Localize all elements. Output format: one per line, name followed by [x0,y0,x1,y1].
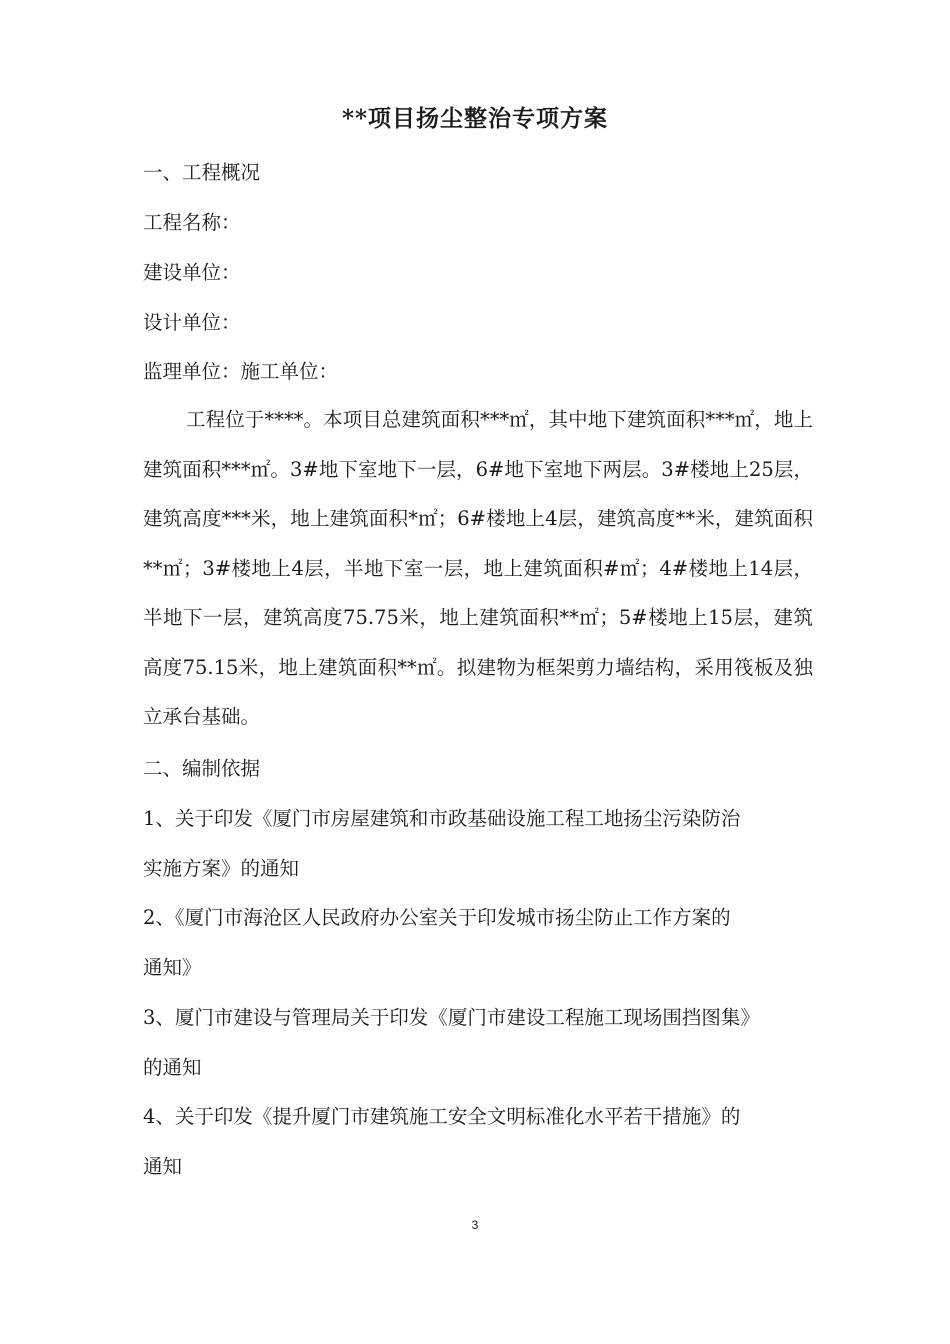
builder-label: 建设单位： [143,261,241,284]
project-name-label: 工程名称： [143,211,241,234]
basis-item-3-line-1: 3、厦门市建设与管理局关于印发《厦门市建设工程施工现场围挡图集》 [143,1006,760,1029]
basis-item-1-line-2: 实施方案》的通知 [143,857,300,880]
designer-label: 设计单位： [143,311,241,334]
page-number: 3 [471,1218,479,1232]
document-title: **项目扬尘整治专项方案 [341,105,609,132]
basis-item-2-line-1: 2、《厦门市海沧区人民政府办公室关于印发城市扬尘防止工作方案的 [143,906,731,929]
supervisor-contractor-label: 监理单位：施工单位： [143,360,339,383]
basis-item-4-line-2: 通知 [143,1155,183,1178]
basis-item-3-line-2: 的通知 [143,1056,202,1079]
section-heading-basis: 二、编制依据 [143,757,261,780]
section-heading-overview: 一、工程概况 [143,161,261,184]
basis-item-4-line-1: 4、关于印发《提升厦门市建筑施工安全文明标准化水平若干措施》的 [143,1105,741,1128]
overview-paragraph: 工程位于****。本项目总建筑面积***㎡，其中地下建筑面积***㎡，地上建筑面积***㎡。3#地下室地下一层，6#地下室地下两层。3#楼地上25层，建筑高度***米，地上建筑面积*㎡；6#楼地上4层，建筑高度**米，建筑面积**㎡；3#楼地上4层，半地下室一层，地上建筑面积#㎡；4#楼地上14层，半地下一层，建筑高度75.75米，地上建筑面积**㎡；5#楼地上15层，建筑高度75.15米，地上建筑面积**㎡。拟建物为框架剪力墙结构，采用筏板及独立承台基础。 [143,408,813,728]
basis-item-2-line-2: 通知》 [143,956,202,979]
basis-item-1-line-1: 1、关于印发《厦门市房屋建筑和市政基础设施工程工地扬尘污染防治 [143,807,741,830]
